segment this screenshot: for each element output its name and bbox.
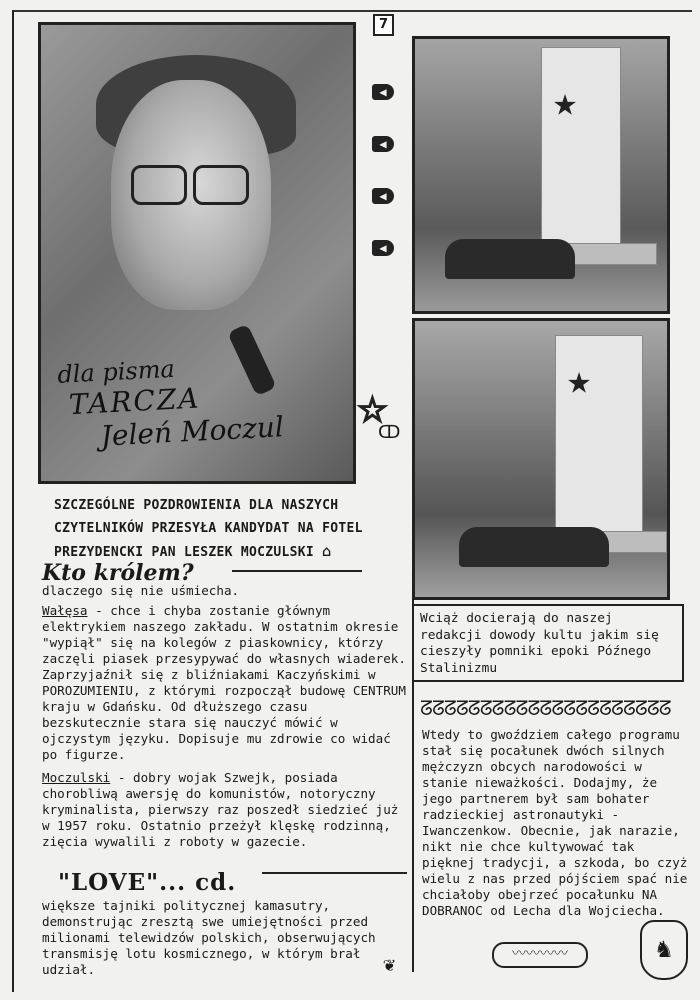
arrow-left-icon: ◀ <box>372 84 394 100</box>
dedication-line2: TARCZA <box>68 381 202 422</box>
kto-intro: dlaczego się nie uśmiecha. <box>42 583 240 598</box>
headline-line2: CZYTELNIKÓW PRZESYŁA KANDYDAT NA FOTEL <box>54 521 363 536</box>
emblem-icon: ⌂ <box>322 542 332 560</box>
arrow-left-icon: ◀ <box>372 240 394 256</box>
love-right-paragraph: Wtedy to gwoździem całego programu stał się pocałunek dwóch silnych mężczyzn obcych narodowości w stanie nieważkości. Dodajmy, że jego partnerem był sam bohater radzieckiej astronautyki - Iwanczenkow. Obecnie, jak narazie, nikt nie chce kultywować tak pięknej tradycji, a szkoda, bo czyż wielu z nas przed pójściem spać nie chciałoby obejrzeć pocałunku NA DOBRANOC od Lecha dla Wojciecha. <box>422 727 688 918</box>
headline-line1: SZCZEGÓLNE POZDROWIENIA DLA NASZYCH <box>54 498 339 513</box>
star-icon: ★ <box>567 357 592 403</box>
arrow-left-icon: ◀ <box>372 136 394 152</box>
arrow-left-icon: ◀ <box>372 188 394 204</box>
dedication-line1: dla pisma <box>56 354 176 389</box>
monument-photo-top <box>412 36 670 314</box>
glasses-shape <box>131 165 261 205</box>
leaf-icon: ❦ <box>383 952 396 976</box>
wave-ornament: 〰〰〰〰 <box>492 942 588 968</box>
headline-line3: PREZYDENCKI PAN LESZEK MOCZULSKI ⌂ <box>54 542 332 560</box>
love-rule <box>262 872 407 874</box>
swirl-icon: ↀ <box>378 422 401 443</box>
photo-caption: Wciąż docierają do naszej redakcji dowody kultu jakim się cieszyły pomniki epoki Późnego Stalinizmu <box>412 604 684 682</box>
love-left-paragraph: większe tajniki politycznej kamasutry, demonstrując zresztą swe umiejętności przed milionami telewidzów polskich, obserwujących transmisję lotu kosmicznego, w którym brał udział. <box>42 898 376 977</box>
kneeling-figures <box>445 239 575 279</box>
star-icon: ☆ <box>358 378 387 434</box>
greeting-headline <box>42 494 402 564</box>
monument-photo-bottom <box>412 318 670 600</box>
portrait-photo <box>38 22 356 484</box>
dedication <box>57 349 285 455</box>
kto-krolem-title: Kto królem? <box>42 560 194 586</box>
moczulski-paragraph <box>42 770 412 850</box>
dedication-signature: Jeleń Moczul <box>99 410 285 453</box>
walesa-name: Wałęsa <box>42 603 88 618</box>
kneeling-figures <box>459 527 609 567</box>
ornament-border: ᘔᘔᘔᘔᘔᘔᘔᘔᘔᘔᘔᘔᘔᘔᘔᘔᘔᘔᘔᘔᘔ <box>420 696 671 720</box>
moczulski-text: - dobry wojak Szwejk, posiada chorobliwą awersję do komunistów, notoryczny kryminalista, pierwszy raz poszedł siedzieć już w 1957 roku. Ostatnio przeżył klęskę rodzinną, zięcia wywalili z roboty w gazecie. <box>42 770 399 849</box>
star-icon: ★ <box>553 79 578 125</box>
page-number: 7 <box>373 14 394 36</box>
monument-pillar <box>541 47 621 245</box>
title-rule <box>232 570 362 572</box>
walesa-paragraph <box>42 603 412 763</box>
moczulski-name: Moczulski <box>42 770 111 785</box>
arrow-column <box>372 84 396 292</box>
column-divider <box>412 600 414 972</box>
love-title: "LOVE"... cd. <box>58 869 237 896</box>
walesa-text: - chce i chyba zostanie głównym elektrykiem naszego zakładu. W ostatnim okresie "wypiął" się na kolegów z piaskownicy, którzy zaczęli piasek przesypywać do własnych wiaderek. Zaprzyjaźnił się z bliźniakami Kaczyńskimi w POROZUMIENIU, z którymi rozpoczął budowę CENTRUM kraju w Gdańsku. Od dłuższego czasu bezskutecznie stara się nauczyć mówić w ojczystym języku. Dopisuje mu zdrowie co widać po figurze. <box>42 603 406 762</box>
horse-badge-icon: ♞ <box>640 920 688 980</box>
